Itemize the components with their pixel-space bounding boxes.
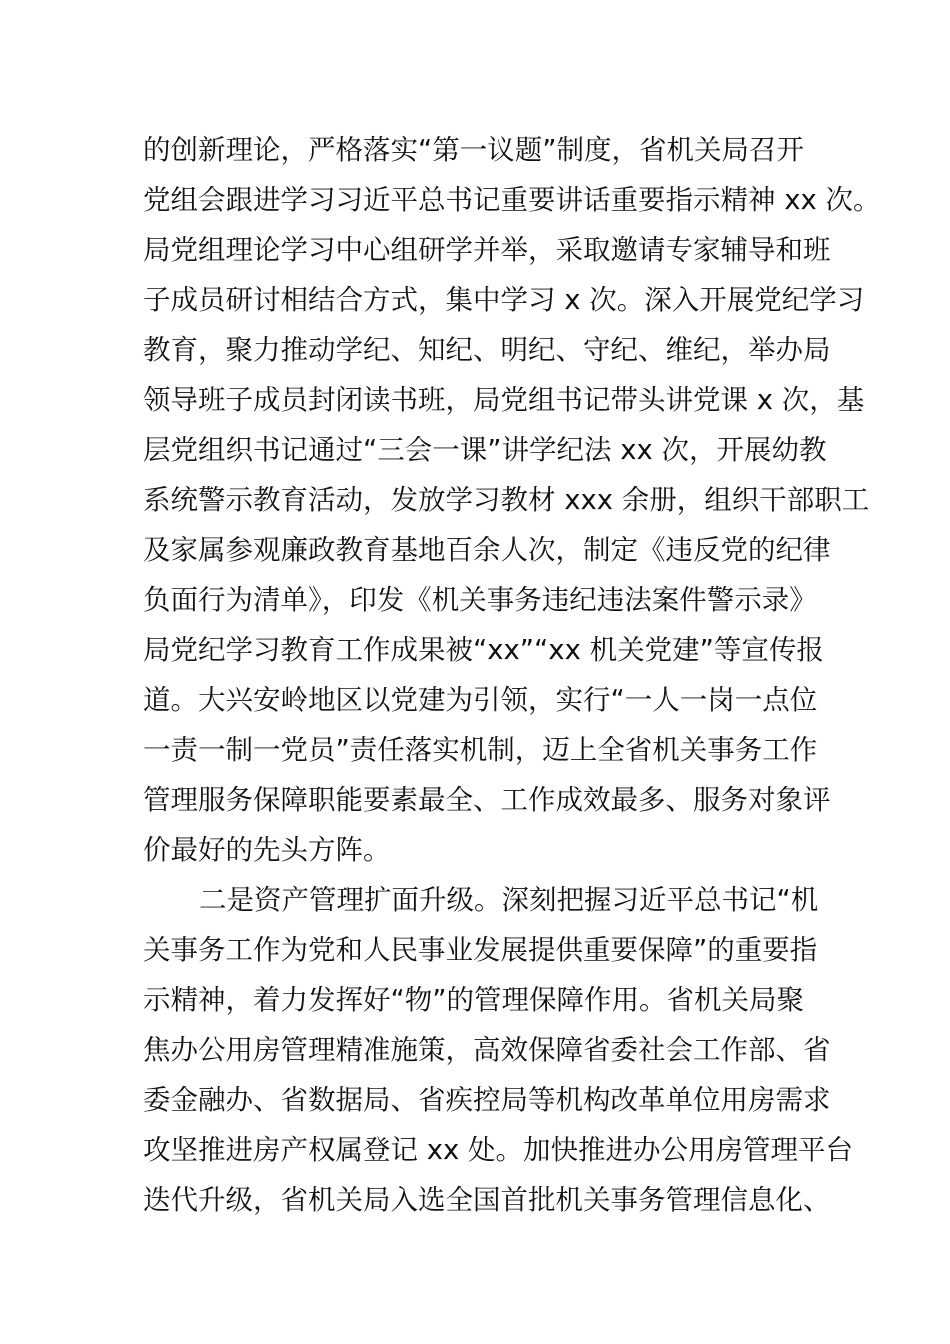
text-line: 一责一制一党员”责任落实机制，迈上全省机关事务工作 [143, 734, 818, 766]
text-line: 委金融办、省数据局、省疾控局等机构改革单位用房需求 [143, 1084, 831, 1116]
text-line: 示精神，着力发挥好“物”的管理保障作用。省机关局聚 [143, 984, 804, 1016]
text-line: 管理服务保障职能要素最全、工作成效最多、服务对象评 [143, 784, 831, 816]
text-line: 关事务工作为党和人民事业发展提供重要保障”的重要指 [143, 934, 818, 966]
text-line: 子成员研讨相结合方式，集中学习 x 次。深入开展党纪学习 [143, 284, 865, 316]
text-line: 层党组织书记通过“三会一课”讲学纪法 xx 次，开展幼教 [143, 434, 827, 466]
text-line: 负面行为清单》，印发《机关事务违纪违法案件警示录》 [143, 584, 817, 616]
text-line: 道。大兴安岭地区以党建为引领，实行“一人一岗一点位 [143, 684, 818, 716]
text-line: 党组会跟进学习习近平总书记重要讲话重要指示精神 xx 次。 [143, 184, 881, 216]
text-line: 迭代升级，省机关局入选全国首批机关事务管理信息化、 [143, 1184, 831, 1216]
text-line: 价最好的先头方阵。 [143, 834, 391, 866]
text-line: 局党组理论学习中心组研学并举，采取邀请专家辅导和班 [143, 234, 831, 266]
text-line: 攻坚推进房产权属登记 xx 处。加快推进办公用房管理平台 [143, 1134, 854, 1166]
text-line: 系统警示教育活动，发放学习教材 xxx 余册，组织干部职工 [143, 484, 870, 516]
text-line: 教育，聚力推动学纪、知纪、明纪、守纪、维纪，举办局 [143, 334, 831, 366]
text-line: 领导班子成员封闭读书班，局党组书记带头讲党课 x 次，基 [143, 384, 865, 416]
document-body-text [143, 125, 881, 1225]
text-line: 局党纪学习教育工作成果被“xx”“xx 机关党建”等宣传报 [143, 634, 824, 666]
text-line: 的创新理论，严格落实“第一议题”制度，省机关局召开 [143, 134, 804, 166]
text-line: 焦办公用房管理精准施策，高效保障省委社会工作部、省 [143, 1034, 831, 1066]
text-line: 及家属参观廉政教育基地百余人次，制定《违反党的纪律 [143, 534, 831, 566]
paragraph-first-line: 二是资产管理扩面升级。深刻把握习近平总书记“机 [199, 884, 819, 916]
